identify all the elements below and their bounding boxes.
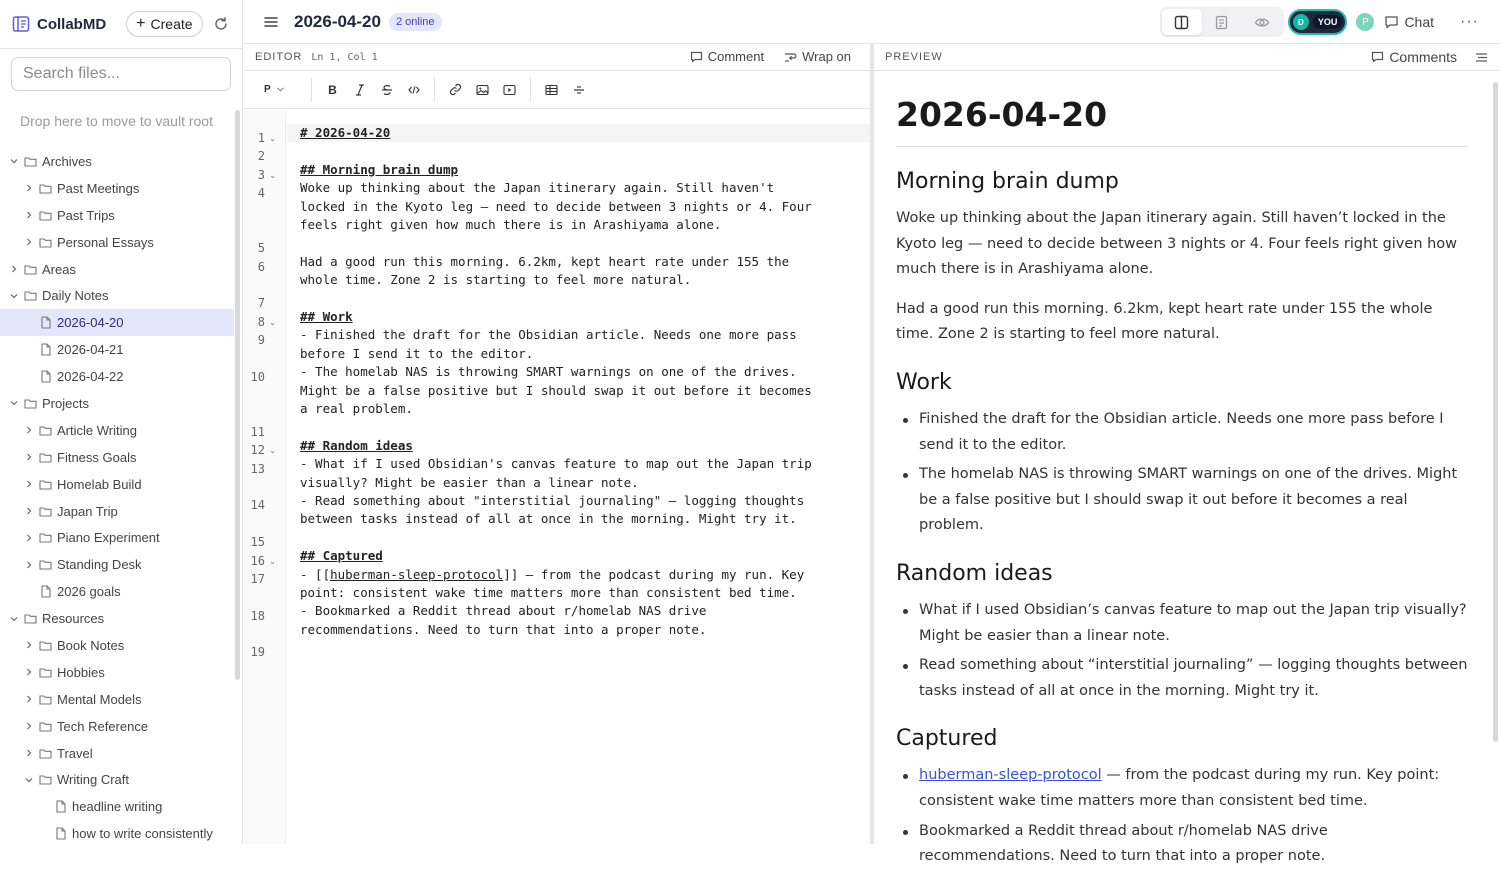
folder-icon [39, 773, 52, 786]
folder-item[interactable] [0, 498, 234, 525]
chevron-down-icon[interactable] [23, 774, 35, 786]
code-line: recommendations. Need to turn that into a proper note. [300, 621, 707, 637]
line-number: 4 [257, 186, 265, 200]
file-item[interactable] [0, 793, 234, 820]
folder-item[interactable] [0, 551, 234, 578]
code-line: feels right given how much there is in Arashiyama alone. [300, 217, 722, 232]
folder-item[interactable] [0, 686, 234, 713]
code-button[interactable] [400, 78, 427, 102]
line-number: 17 [250, 572, 265, 586]
chat-label: Chat [1404, 14, 1435, 30]
folder-icon [39, 639, 52, 652]
list-item-text: — from the podcast during my run. Key point: consistent wake time matters more than consistent bed time. [919, 767, 1440, 809]
document-title: 2026-04-20 [294, 11, 381, 31]
wrap-toggle[interactable] [784, 49, 851, 64]
file-item[interactable] [0, 309, 234, 336]
tree-item-label: Tech Reference [57, 718, 149, 734]
line-number: 10 [250, 370, 265, 384]
embed-icon [503, 84, 516, 96]
embed-button[interactable] [496, 78, 523, 102]
code-line: - Finished the draft for the Obsidian article. Needs one more pass [300, 327, 797, 343]
folder-icon [39, 747, 52, 760]
code-heading-line: ## Random ideas [300, 437, 413, 453]
preview-title: 2026-04-20 [896, 95, 1468, 147]
preview-heading: Random ideas [896, 560, 1053, 586]
chevron-down-icon[interactable] [8, 155, 20, 167]
line-number: 9 [257, 333, 265, 347]
strikethrough-button[interactable] [373, 78, 400, 102]
line-number: 18 [250, 609, 265, 623]
tree-item-label: Daily Notes [42, 288, 109, 304]
folder-item[interactable] [0, 390, 234, 417]
line-number: 13 [250, 462, 265, 476]
cursor-position: Ln 1, Col 1 [311, 51, 378, 63]
preview-heading: Captured [896, 726, 998, 752]
line-number-gutter [244, 111, 286, 844]
editor-label: EDITOR [255, 51, 303, 63]
preview-list-item [896, 763, 1468, 814]
table-button[interactable] [538, 78, 565, 102]
comments-label: Comments [1389, 49, 1457, 65]
document-icon [1214, 15, 1229, 30]
wrap-icon [784, 51, 797, 63]
preview-list [896, 407, 1468, 539]
folder-icon [24, 289, 37, 302]
code-line: Might be a false positive but I should swap it out before it becomes [300, 382, 812, 398]
tree-item-label: 2026-04-20 [57, 315, 124, 331]
italic-icon [355, 84, 365, 96]
folder-icon [39, 236, 52, 249]
code-line: - What if I used Obsidian's canvas feature to map out the Japan trip [300, 456, 812, 472]
folder-item[interactable] [0, 444, 234, 471]
logo-icon [12, 15, 30, 33]
chat-icon [1384, 15, 1399, 29]
chevron-right-icon[interactable] [23, 209, 35, 221]
line-number: 5 [257, 241, 265, 255]
preview-pane [874, 44, 1500, 865]
sidebar-scroll-thumb[interactable] [235, 110, 240, 680]
fold-toggle-icon[interactable]: ⌄ [269, 318, 276, 327]
folder-item[interactable] [0, 766, 234, 793]
folder-icon [39, 505, 52, 518]
chevron-right-icon[interactable] [23, 451, 35, 463]
tree-item-label: Past Trips [57, 207, 115, 223]
comment-label: Comment [707, 49, 765, 64]
tree-item-label: Areas [42, 261, 76, 277]
chevron-right-icon[interactable] [23, 666, 35, 678]
code-line: Had a good run this morning. 6.2km, kept heart rate under 155 the [300, 253, 790, 269]
tree-item-label: 2026-04-21 [57, 342, 124, 358]
code-heading-line: # 2026-04-20 [300, 125, 391, 140]
header-actions [1160, 0, 1500, 44]
preview-label: PREVIEW [885, 51, 943, 63]
file-item[interactable] [0, 820, 234, 847]
paragraph-style-select[interactable] [264, 84, 304, 95]
tree-item-label: Writing Craft [57, 772, 129, 788]
chevron-right-icon[interactable] [23, 505, 35, 517]
avatar-self: D [1293, 14, 1309, 30]
code-icon [408, 85, 420, 95]
code-heading-line: ## Work [300, 309, 353, 324]
tree-item-label: 2026 goals [57, 584, 121, 600]
chat-button[interactable] [1384, 14, 1434, 30]
chevron-right-icon[interactable] [23, 693, 35, 705]
presence-indicator[interactable] [1288, 9, 1348, 35]
tree-item-label: Personal Essays [57, 234, 154, 250]
wikilink[interactable]: huberman-sleep-protocol [919, 767, 1102, 784]
tree-item-label: 2026-04-22 [57, 369, 124, 385]
tree-item-label: Book Notes [57, 637, 125, 653]
file-icon [54, 827, 67, 840]
line-number: 14 [250, 498, 265, 512]
italic-button[interactable] [346, 78, 373, 102]
folder-item[interactable] [0, 148, 234, 175]
line-number: 16 [250, 554, 265, 568]
line-number: 15 [250, 535, 265, 549]
tree-item-label: Mental Models [57, 691, 142, 707]
drop-hint: Drop here to move to vault root [20, 113, 213, 129]
refresh-icon[interactable] [213, 16, 229, 32]
editor-pane [244, 44, 871, 844]
menu-icon[interactable] [263, 14, 279, 30]
app-name: CollabMD [37, 15, 107, 33]
line-number: 6 [257, 260, 265, 274]
chevron-right-icon[interactable] [23, 478, 35, 490]
folder-icon [24, 155, 37, 168]
preview-list [896, 763, 1468, 869]
strikethrough-icon [381, 84, 393, 96]
chevron-right-icon[interactable] [23, 639, 35, 651]
tree-item-label: Projects [42, 395, 89, 411]
line-number: 19 [250, 645, 265, 659]
folder-icon [39, 693, 52, 706]
file-icon [39, 585, 52, 598]
line-number: 11 [250, 425, 265, 439]
tree-item-label: how to write consistently [72, 826, 213, 842]
code-line: - [[huberman-sleep-protocol]] — from the podcast during my run. Key [300, 566, 805, 582]
wikilink[interactable]: huberman-sleep-protocol [330, 566, 504, 582]
tree-item-label: Article Writing [57, 422, 137, 438]
create-label: Create [150, 16, 193, 32]
tree-item-label: Fitness Goals [57, 449, 137, 465]
toolbar-divider [311, 78, 312, 102]
comments-button[interactable] [1371, 49, 1457, 65]
comment-icon [690, 51, 703, 63]
preview-list-item: Finished the draft for the Obsidian article. Needs one more pass before I send it to the editor. [896, 407, 1468, 458]
tree-item-label: Homelab Build [57, 476, 142, 492]
line-number: 12 [250, 443, 265, 457]
comment-button[interactable] [690, 49, 764, 64]
image-button[interactable] [469, 78, 496, 102]
chevron-right-icon[interactable] [23, 559, 35, 571]
code-line: - The homelab NAS is throwing SMART warnings on one of the drives. [300, 364, 797, 380]
chevron-right-icon[interactable] [23, 424, 35, 436]
folder-item[interactable] [0, 282, 234, 309]
fold-toggle-icon[interactable]: ⌄ [269, 134, 276, 143]
sidebar-scrollbar[interactable] [234, 100, 241, 844]
tree-item-label: headline writing [72, 799, 163, 815]
avatar-peer[interactable]: P [1356, 13, 1374, 31]
outline-icon[interactable] [1475, 52, 1488, 63]
preview-heading: Work [896, 369, 952, 395]
file-icon [39, 343, 52, 356]
file-item[interactable] [0, 336, 234, 363]
tree-item-label: Past Meetings [57, 180, 140, 196]
bold-button[interactable] [319, 78, 346, 102]
folder-icon [24, 612, 37, 625]
chevron-right-icon[interactable] [23, 532, 35, 544]
code-heading-line: ## Morning brain dump [300, 161, 459, 177]
preview-paragraph: Woke up thinking about the Japan itinerary again. Still haven’t locked in the Kyoto leg — need to decide between 3 nights or 4. Four feels right given how much there is in Arashiyama alone. [896, 210, 1458, 278]
toolbar-divider [434, 78, 435, 102]
chevron-down-icon[interactable] [8, 613, 20, 625]
file-item[interactable] [0, 578, 234, 605]
code-line: a real problem. [300, 401, 413, 416]
wrap-label: Wrap on [802, 49, 851, 64]
code-heading-line: ## Captured [300, 548, 383, 564]
chevron-down-icon[interactable] [8, 290, 20, 302]
code-line: locked in the Kyoto leg — need to decide between 3 nights or 4. Four [300, 198, 812, 214]
folder-icon [39, 720, 52, 733]
format-toolbar [244, 71, 871, 109]
tree-item-label: Travel [57, 745, 93, 761]
split-view-button[interactable] [1162, 9, 1202, 35]
chevron-right-icon[interactable] [8, 263, 20, 275]
comment-icon [1371, 51, 1384, 63]
preview-list-item: Read something about “interstitial journaling” — logging thoughts between tasks instead of all at once in the morning. Might try it. [896, 653, 1468, 704]
preview-scrollbar[interactable] [1493, 82, 1498, 742]
folder-item[interactable] [0, 659, 234, 686]
file-item[interactable] [0, 363, 234, 390]
code-line: between tasks instead of all at once in the morning. Might try it. [300, 511, 797, 527]
tree-item-label: Japan Trip [57, 503, 118, 519]
table-icon [545, 84, 558, 96]
line-number: 7 [257, 296, 265, 310]
preview-actions [1371, 49, 1488, 65]
folder-item[interactable] [0, 202, 234, 229]
sidebar [0, 0, 243, 844]
folder-item[interactable] [0, 175, 234, 202]
view-mode-toggle [1160, 7, 1284, 37]
bold-icon: B [328, 82, 337, 97]
tree-item-label: Resources [42, 611, 105, 627]
folder-item[interactable] [0, 605, 234, 632]
fold-toggle-icon[interactable]: ⌄ [269, 171, 276, 180]
editor-actions [670, 49, 851, 64]
rendered-markdown [896, 72, 1468, 880]
toolbar-divider [530, 78, 531, 102]
search-input[interactable] [11, 57, 231, 91]
line-number: 3 [257, 168, 265, 182]
folder-icon [39, 558, 52, 571]
folder-item[interactable] [0, 713, 234, 740]
code-line: Woke up thinking about the Japan itinerary again. Still haven't [300, 180, 775, 196]
fold-toggle-icon[interactable]: ⌄ [269, 446, 276, 455]
you-badge: YOU [1313, 15, 1343, 29]
create-button[interactable] [126, 11, 202, 37]
chevron-down-icon[interactable] [8, 397, 20, 409]
file-tree [0, 148, 234, 847]
paragraph-style-value: P [264, 84, 271, 95]
search-placeholder: Search files... [23, 65, 120, 82]
preview-list-item: What if I used Obsidian’s canvas feature to map out the Japan trip visually? Might be easier than a linear note. [896, 598, 1468, 649]
more-icon[interactable]: ··· [1460, 13, 1479, 30]
folder-icon [39, 478, 52, 491]
folder-item[interactable] [0, 740, 234, 767]
line-number: 8 [257, 315, 265, 329]
preview-header [874, 44, 1500, 71]
folder-icon [39, 209, 52, 222]
code-line: - Read something about "interstitial journaling" — logging thoughts [300, 493, 805, 508]
preview-heading: Morning brain dump [896, 169, 1119, 194]
chevron-down-icon [277, 87, 284, 92]
tree-item-label: Hobbies [57, 664, 105, 680]
folder-icon [24, 263, 37, 276]
split-view-icon [1174, 15, 1189, 30]
chevron-right-icon[interactable] [23, 236, 35, 248]
file-icon [39, 370, 52, 383]
preview-view-button[interactable] [1242, 9, 1282, 35]
fold-toggle-icon[interactable]: ⌄ [269, 557, 276, 566]
preview-list [896, 598, 1468, 704]
code-line: - Bookmarked a Reddit thread about r/homelab NAS drive [300, 603, 707, 619]
folder-item[interactable] [0, 471, 234, 498]
file-icon [54, 800, 67, 813]
divider-icon [573, 84, 585, 96]
folder-item[interactable] [0, 632, 234, 659]
eye-icon [1254, 15, 1270, 30]
preview-list-item: The homelab NAS is throwing SMART warnings on one of the drives. Might be a false positive but I should swap it out before it becomes a real problem. [896, 462, 1468, 539]
editor-view-button[interactable] [1202, 9, 1242, 35]
file-icon [39, 316, 52, 329]
image-icon [476, 84, 489, 96]
code-line: whole time. Zone 2 is starting to feel more natural. [300, 272, 692, 288]
folder-item[interactable] [0, 524, 234, 551]
folder-icon [24, 397, 37, 410]
online-badge: 2 online [389, 13, 442, 31]
preview-list-item: Bookmarked a Reddit thread about r/homelab NAS drive recommendations. Need to turn that into a proper note. [896, 819, 1468, 870]
folder-icon [39, 666, 52, 679]
code-line: before I send it to the editor. [300, 345, 534, 361]
folder-item[interactable] [0, 229, 234, 256]
tree-item-label: Archives [42, 153, 92, 169]
code-line: point: consistent wake time matters more than consistent bed time. [300, 585, 797, 600]
link-icon [449, 83, 462, 96]
folder-icon [39, 182, 52, 195]
chevron-right-icon[interactable] [23, 747, 35, 759]
tree-item-label: Standing Desk [57, 557, 142, 573]
divider-button[interactable] [565, 78, 592, 102]
code-line: visually? Might be easier than a linear note. [300, 474, 639, 490]
tree-item-label: Piano Experiment [57, 530, 160, 546]
folder-icon [39, 451, 52, 464]
folder-item[interactable] [0, 256, 234, 283]
folder-icon [39, 531, 52, 544]
line-number: 1 [257, 131, 265, 145]
chevron-right-icon[interactable] [23, 182, 35, 194]
folder-item[interactable] [0, 417, 234, 444]
chevron-right-icon[interactable] [23, 720, 35, 732]
preview-paragraph: Had a good run this morning. 6.2km, kept heart rate under 155 the whole time. Zone 2 is starting to feel more natural. [896, 300, 1433, 343]
editor-status-bar [244, 44, 871, 71]
folder-icon [39, 424, 52, 437]
top-bar [244, 0, 1500, 44]
plus-icon: + [136, 15, 146, 32]
line-number: 2 [257, 149, 265, 163]
sidebar-header [0, 0, 242, 49]
link-button[interactable] [442, 78, 469, 102]
